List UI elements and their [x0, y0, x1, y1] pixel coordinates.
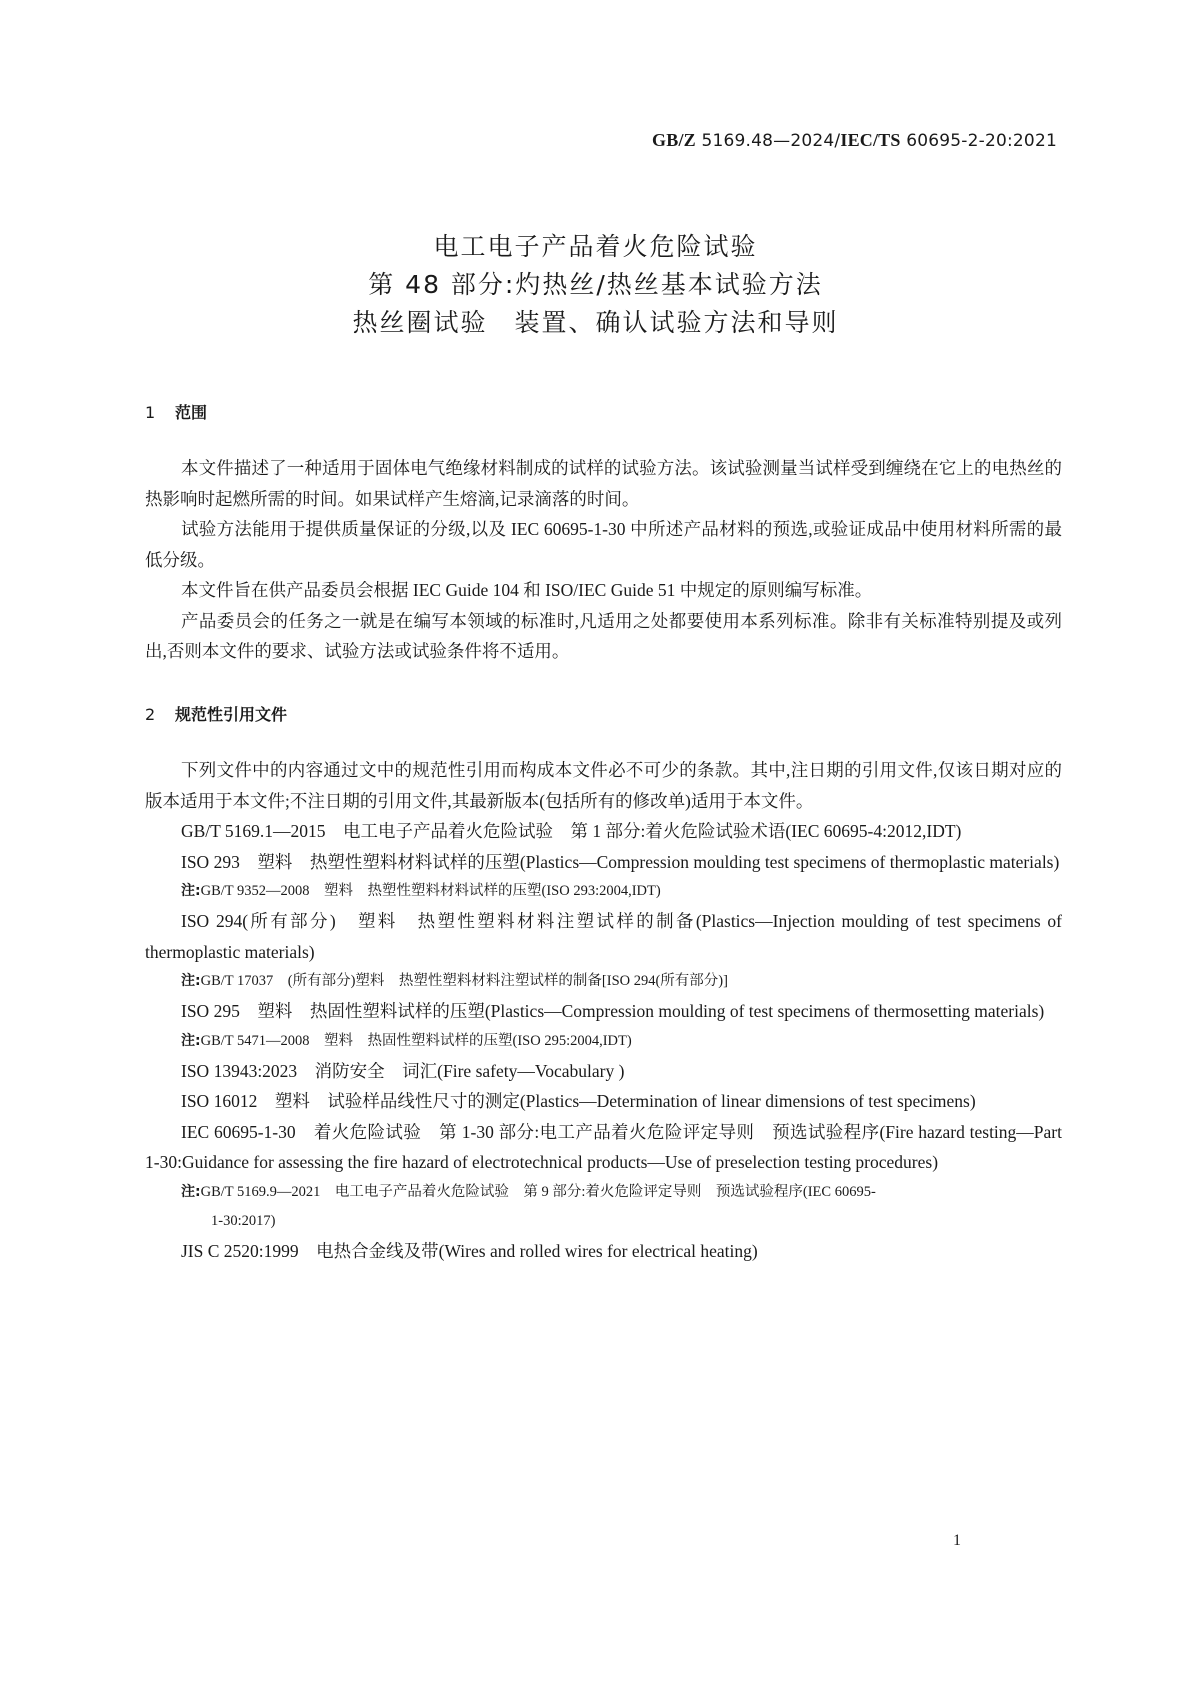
paragraph: 本文件描述了一种适用于固体电气绝缘材料制成的试样的试验方法。该试验测量当试样受到缠绕在它上的电热丝的热影响时起燃所需的时间。如果试样产生熔滴,记录滴落的时间。 — [145, 458, 1062, 509]
section-2-body — [145, 755, 1062, 1266]
reference-item: ISO 13943:2023 消防安全 词汇(Fire safety—Vocabulary ) — [181, 1060, 625, 1081]
note-text: GB/T 5471—2008 塑料 热固性塑料试样的压塑(ISO 295:2004,IDT) — [200, 1032, 632, 1049]
section-number: 2 — [145, 705, 156, 724]
paragraph: 本文件旨在供产品委员会根据 IEC Guide 104 和 ISO/IEC Guide 51 中规定的原则编写标准。 — [181, 580, 873, 600]
std-code-iec: IEC/TS — [840, 130, 901, 150]
title-line-2: 第 48 部分:灼热丝/热丝基本试验方法 — [368, 270, 823, 299]
standard-code — [652, 130, 1057, 151]
reference-note — [145, 1027, 1062, 1056]
std-code-prefix: GB/Z — [652, 130, 696, 150]
reference-item: JIS C 2520:1999 电热合金线及带(Wires and rolled wires for electrical heating) — [181, 1240, 758, 1261]
reference-note — [145, 877, 1062, 906]
note-text: GB/T 5169.9—2021 电工电子产品着火危险试验 第 9 部分:着火危险评定导则 预选试验程序(IEC 60695- — [200, 1183, 876, 1200]
reference-item: ISO 294(所有部分) 塑料 热塑性塑料材料注塑试样的制备(Plastics—Injection moulding of test specimens of thermoplastic materials) — [145, 911, 1062, 962]
reference-item: ISO 295 塑料 热固性塑料试样的压塑(Plastics—Compression moulding of test specimens of thermosetting materials) — [181, 1001, 1045, 1021]
section-1-heading — [145, 400, 207, 423]
title-line-1: 电工电子产品着火危险试验 — [433, 232, 758, 261]
note-text: GB/T 17037 (所有部分)塑料 热塑性塑料材料注塑试样的制备[ISO 294(所有部分)] — [200, 973, 728, 989]
reference-item: GB/T 5169.1—2015 电工电子产品着火危险试验 第 1 部分:着火危险试验术语(IEC 60695-4:2012,IDT) — [181, 821, 962, 841]
section-title: 规范性引用文件 — [175, 705, 288, 724]
note-label: 注: — [181, 1183, 201, 1200]
note-label: 注: — [181, 973, 201, 989]
note-text: GB/T 9352—2008 塑料 热塑性塑料材料试样的压塑(ISO 293:2004,IDT) — [200, 883, 661, 899]
page-number: 1 — [953, 1532, 961, 1549]
reference-item: ISO 293 塑料 热塑性塑料材料试样的压塑(Plastics—Compression moulding test specimens of thermoplastic materials) — [181, 851, 1060, 872]
paragraph: 试验方法能用于提供质量保证的分级,以及 IEC 60695-1-30 中所述产品材料的预选,或验证成品中使用材料所需的最低分级。 — [145, 519, 1062, 570]
document-title — [0, 228, 1191, 342]
note-label: 注: — [181, 883, 201, 899]
title-line-3: 热丝圈试验 装置、确认试验方法和导则 — [352, 308, 839, 337]
section-number: 1 — [145, 403, 156, 422]
reference-item: ISO 16012 塑料 试验样品线性尺寸的测定(Plastics—Determination of linear dimensions of test specimens) — [181, 1091, 976, 1111]
reference-note — [145, 1178, 1062, 1236]
paragraph: 产品委员会的任务之一就是在编写本领域的标准时,凡适用之处都要使用本系列标准。除非有关标准特别提及或列出,否则本文件的要求、试验方法或试验条件将不适用。 — [145, 610, 1062, 661]
std-code-number: 5169.48—2024/ — [695, 131, 841, 151]
note-text-continued: 1-30:2017) — [211, 1212, 276, 1229]
note-label: 注: — [181, 1032, 201, 1049]
std-code-iec-number: 60695-2-20:2021 — [900, 131, 1057, 151]
reference-item: IEC 60695-1-30 着火危险试验 第 1-30 部分:电工产品着火危险评定导则 预选试验程序(Fire hazard testing—Part 1-30:Guidance for assessing the fire hazard of electrotechnical products—Use of preselection testing procedures) — [145, 1121, 1062, 1172]
section-2-heading — [145, 702, 287, 725]
section-title: 范围 — [175, 403, 208, 422]
section-1-body — [145, 453, 1062, 667]
reference-note — [145, 967, 1062, 996]
intro-paragraph: 下列文件中的内容通过文中的规范性引用而构成本文件必不可少的条款。其中,注日期的引用文件,仅该日期对应的版本适用于本文件;不注日期的引用文件,其最新版本(包括所有的修改单)适用于本文件。 — [145, 760, 1062, 811]
